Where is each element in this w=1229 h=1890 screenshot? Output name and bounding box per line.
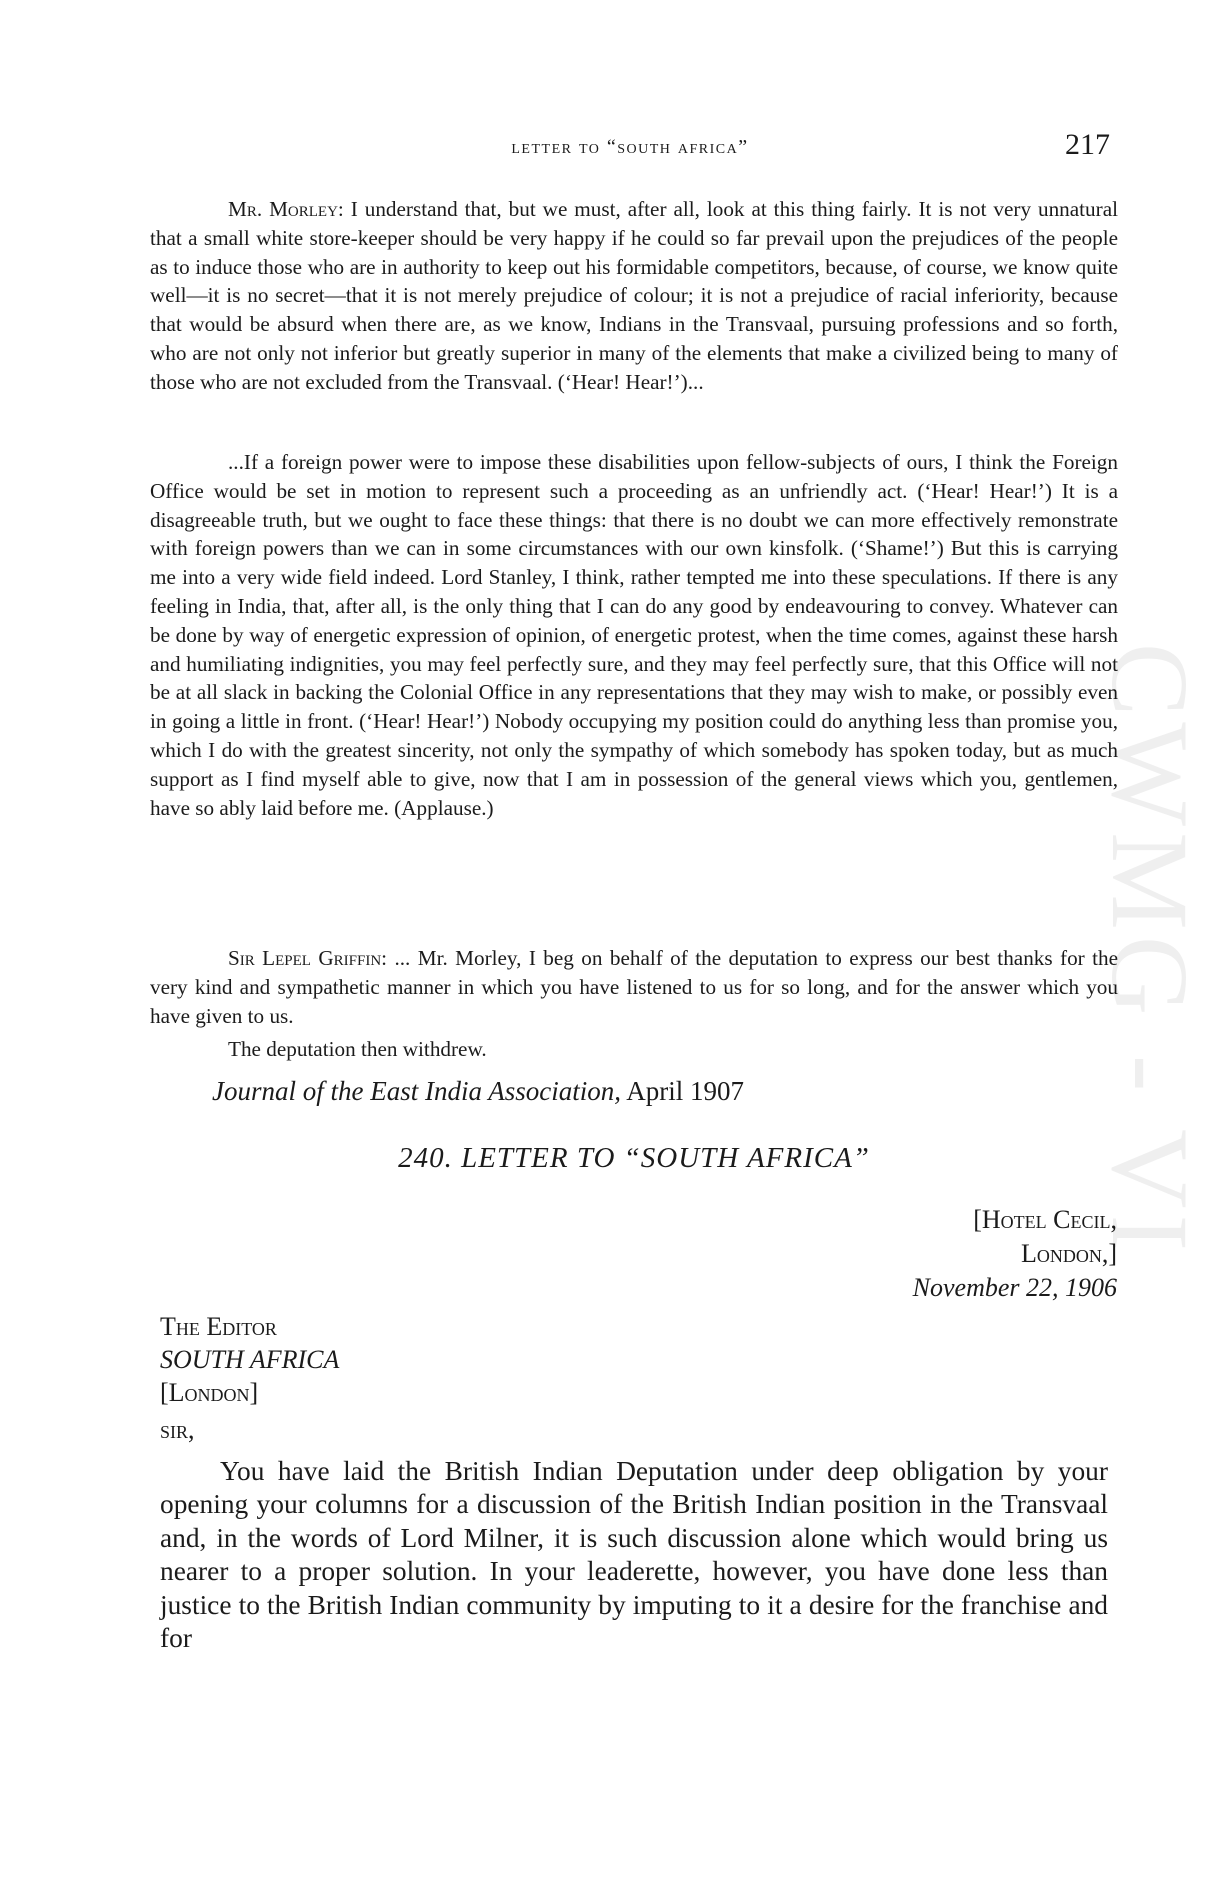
speaker-griffin: Sir Lepel Griffin (228, 946, 382, 970)
morley-text-1: : I understand that, but we must, after all, look at this thing fairly. It is not very unnatural that a small white store-keeper should be very happy if he could so far prevail upon the prejudices of the people as to induce those who are in authority to keep out his formidable competitors, because, of course, we know quite well—it is no secret—that it is not merely prejudice of colour; it is not a prejudice of racial inferiority, because that would be absurd when there are, as we know, Indians in the Transvaal, pursuing professions and so forth, who are not only not inferior but greatly superior in many of the elements that make a civilized being to many of those who are not excluded from the Transvaal. (‘Hear! Hear!’)... (150, 197, 1118, 394)
document-title: 240. LETTER TO “SOUTH AFRICA” (398, 1142, 870, 1174)
letter-date: November 22, 1906 (912, 1273, 1117, 1302)
letter-body-text: You have laid the British Indian Deputation under deep obligation by your opening your columns for a discussion of the British Indian position in the Transvaal and, in the words of Lord Milner, it is such discussion alone which would bring us nearer to a proper solution. In your leaderette, however, you have done less than justice to the British Indian community by imputing to it a desire for the franchise and for (160, 1456, 1108, 1654)
griffin-paragraph (150, 944, 1118, 1030)
page-number: 217 (1065, 128, 1110, 161)
cwmg-watermark (1078, 540, 1211, 1360)
salutation: sir, (160, 1415, 195, 1444)
speaker-morley: Mr. Morley (228, 197, 338, 221)
address-line-2: London,] (1020, 1239, 1117, 1268)
recipient-line-2: SOUTH AFRICA (160, 1345, 340, 1374)
source-journal: Journal of the East India Association, (212, 1076, 621, 1106)
griffin-text: : ... Mr. Morley, I beg on behalf of the deputation to express our best thanks for the very kind and sympathetic manner in which you have listened to us for so long, and for the answer which you have given to us. (150, 946, 1119, 1028)
address-line-1: [Hotel Cecil, (973, 1205, 1117, 1234)
source-citation (212, 1076, 744, 1107)
running-header (150, 128, 1110, 168)
letter-body (160, 1455, 1108, 1655)
morley-paragraph-1 (150, 195, 1118, 397)
running-title: letter to “south africa” (511, 136, 749, 158)
recipient-line-1: The Editor (160, 1312, 277, 1341)
morley-text-2: ...If a foreign power were to impose these disabilities upon fellow-subjects of ours, I think the Foreign Office would be set in motion to represent such a proceeding as an unfriendly act. (‘Hear! Hear!’) It is a disagreeable truth, but we ought to face these things: that there is no doubt we can more effectively remonstrate with foreign powers than we can in some circumstances with our own kinsfolk. (‘Shame!’) But this is carrying me into a very wide field indeed. Lord Stanley, I think, rather tempted me into these speculations. If there is any feeling in India, that, after all, is the only thing that I can do any good by endeavouring to convey. Whatever can be done by way of energetic expression of opinion, of energetic protest, when the time comes, against these harsh and humiliating indignities, you may feel perfectly sure, and they may feel perfectly sure, that this Office will not be at all slack in backing the Colonial Office in any representations that they may wish to make, or possibly even in going a little in front. (‘Hear! Hear!’) Nobody occupying my position could do anything less than promise you, which I do with the greatest sincerity, not only the sympathy of which somebody has spoken today, but as much support as I find myself able to give, now that I am in possession of the general views which you, gentlemen, have so ably laid before me. (Applause.) (150, 450, 1118, 820)
letter-recipient (160, 1310, 339, 1446)
morley-paragraph-2 (150, 448, 1118, 822)
recipient-line-3: [London] (160, 1378, 259, 1407)
closing-line: The deputation then withdrew. (228, 1037, 487, 1061)
closing-paragraph (150, 1035, 1118, 1064)
watermark-text: CWMG - VI (1088, 642, 1211, 1258)
source-date: April 1907 (620, 1076, 744, 1106)
